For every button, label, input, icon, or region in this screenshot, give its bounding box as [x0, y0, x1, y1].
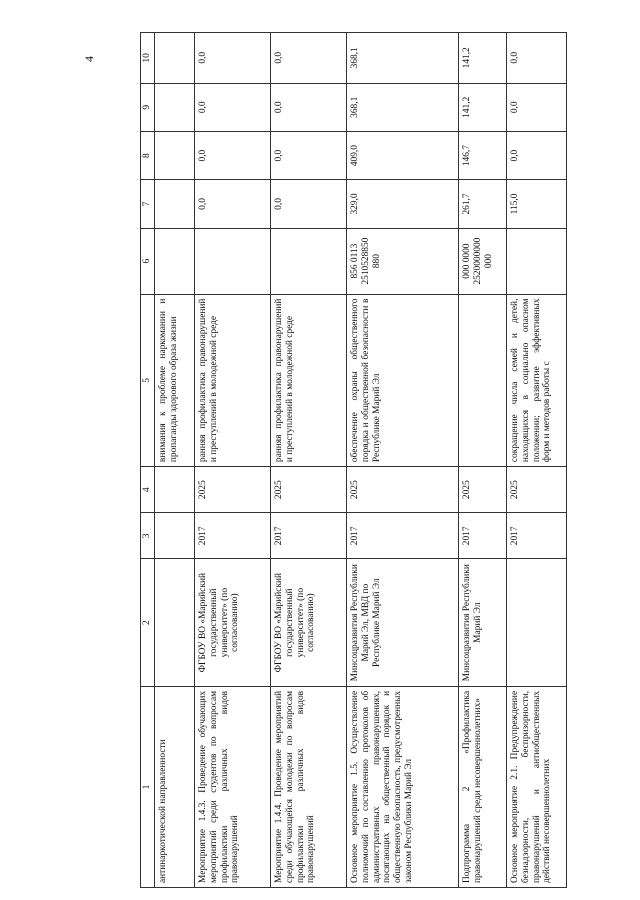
value-col-10: 0,0: [194, 33, 270, 84]
value-col-10: 368,1: [346, 33, 458, 84]
table-row: [270, 33, 346, 888]
table-row: антинаркотической направленности внимания к проблеме наркомании и пропаганды здорового образа жизни: [154, 33, 194, 888]
budget-code: [270, 228, 346, 294]
end-year: 2025: [194, 467, 270, 513]
value-col-7: 0,0: [194, 180, 270, 228]
value-col-10: 141,2: [458, 33, 506, 84]
table-row: [194, 33, 270, 888]
budget-code: 000 0000 2520000000 000: [458, 228, 506, 294]
end-year: 2025: [458, 467, 506, 513]
document-table-area: [140, 32, 553, 888]
value-col-8: 146,7: [458, 131, 506, 179]
column-header: 7: [141, 180, 155, 228]
section-continuation-text: антинаркотической направленности: [154, 686, 194, 887]
end-year: 2025: [270, 467, 346, 513]
activity-name: Основное мероприятие 2.1. Предупреждение безнадзорности, беспризорности, правонарушений и антиобщественных действий несовершеннолетних: [506, 686, 566, 887]
column-header: 5: [141, 294, 155, 467]
executor: [506, 559, 566, 686]
column-header: 3: [141, 513, 155, 559]
activity-name: Мероприятие 1.4.3. Проведение обучающих мероприятий среди студентов по вопросам профилактики различных видов правонарушений: [194, 686, 270, 887]
value-col-9: 368,1: [346, 83, 458, 131]
table-row: [458, 33, 506, 888]
executor: Минсоцразвития Республики Марий Эл, МВД по Республике Марий Эл: [346, 559, 458, 686]
executor: Минсоцразвития Республики Марий Эл: [458, 559, 506, 686]
end-year: 2025: [346, 467, 458, 513]
table-row: [346, 33, 458, 888]
start-year: 2017: [194, 513, 270, 559]
value-col-7: 261,7: [458, 180, 506, 228]
activity-name: Основное мероприятие 1.5. Осуществление полномочий по составлению протоколов об административных правонарушениях, посягающих на общественный порядок и общественную безопасность, предусмотренных законом Республики Марий Эл: [346, 686, 458, 887]
value-col-7: 329,0: [346, 180, 458, 228]
page-number: 4: [82, 56, 96, 62]
column-header: 8: [141, 131, 155, 179]
expected-result: обеспечение охраны общественного порядка и общественной безопасности в Республике Марий Эл: [346, 294, 458, 467]
column-header: 6: [141, 228, 155, 294]
value-col-9: 0,0: [194, 83, 270, 131]
column-header: 2: [141, 559, 155, 686]
value-col-10: 0,0: [270, 33, 346, 84]
value-col-8: 0,0: [270, 131, 346, 179]
executor: ФГБОУ ВО «Марийский государственный университет» (по согласованию): [194, 559, 270, 686]
value-col-8: 0,0: [506, 131, 566, 179]
start-year: 2017: [458, 513, 506, 559]
value-col-9: 0,0: [270, 83, 346, 131]
expected-result: ранняя профилактика правонарушений и преступлений в молодежной среде: [270, 294, 346, 467]
column-header: 4: [141, 467, 155, 513]
column-number-row: [141, 33, 155, 888]
end-year: 2025: [506, 467, 566, 513]
budget-code: [194, 228, 270, 294]
value-col-8: 409,0: [346, 131, 458, 179]
start-year: 2017: [506, 513, 566, 559]
value-col-9: 141,2: [458, 83, 506, 131]
expected-result: [458, 294, 506, 467]
executor: ФГБОУ ВО «Марийский государственный университет» (по согласованию): [270, 559, 346, 686]
expected-result: сокращение числа семей и детей, находящихся в социально опасном положении; развитие эффективных форм и методов работы с: [506, 294, 566, 467]
value-col-8: 0,0: [194, 131, 270, 179]
activity-name: Мероприятие 1.4.4. Проведение мероприятий среди обучающейся молодежи по вопросам профилактики различных видов правонарушений: [270, 686, 346, 887]
value-col-7: 0,0: [270, 180, 346, 228]
program-table: [140, 32, 567, 888]
table-row: [506, 33, 566, 888]
column-header: 1: [141, 686, 155, 887]
value-col-10: 0,0: [506, 33, 566, 84]
expected-result: ранняя профилактика правонарушений и преступлений в молодежной среде: [194, 294, 270, 467]
budget-code: [506, 228, 566, 294]
value-col-9: 0,0: [506, 83, 566, 131]
column-header: 10: [141, 33, 155, 84]
start-year: 2017: [346, 513, 458, 559]
budget-code: 856 0113 2510528850 880: [346, 228, 458, 294]
start-year: 2017: [270, 513, 346, 559]
activity-name: Подпрограмма 2 «Профилактика правонарушений среди несовершеннолетних»: [458, 686, 506, 887]
value-col-7: 115,0: [506, 180, 566, 228]
column-header: 9: [141, 83, 155, 131]
